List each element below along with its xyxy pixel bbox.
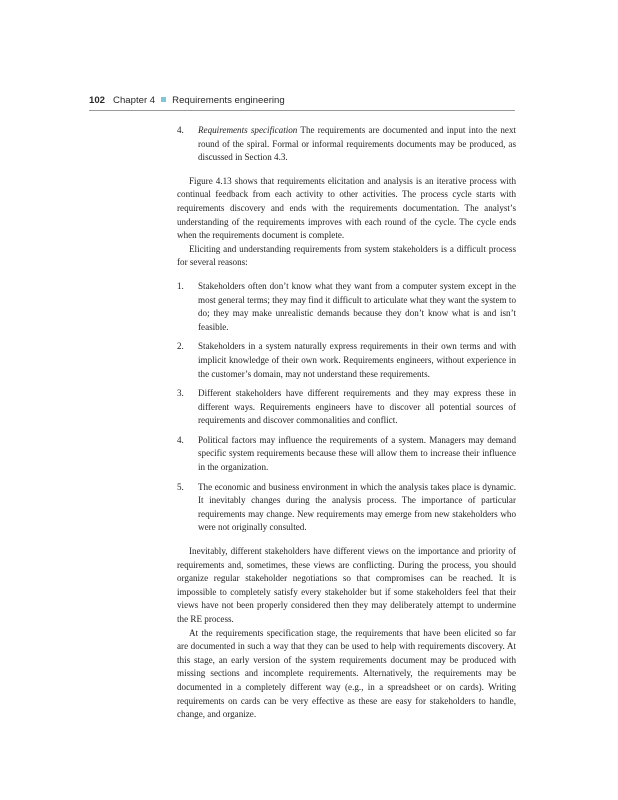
- paragraph: Figure 4.13 shows that requirements elicitation and analysis is an iterative process with continual feedback from each activity to other activities. The process cycle starts with requirements discovery and ends with the requirements documentation. The analyst’s understanding of the requirements improves with each round of the cycle. The cycle ends when the requirements document is complete.: [177, 175, 516, 241]
- paragraph: Inevitably, different stakeholders have different views on the importance and priority of requirements and, sometimes, these views are conflicting. During the process, you should organize regular stakeholder negotiations so that compromises can be reached. It is impossible to completely satisfy every stakeholder but if some stakeholders feel that their views have not been properly considered then they may deliberately attempt to undermine the RE process.: [177, 546, 516, 624]
- header-rule: [89, 110, 515, 111]
- item-term: Requirements specification: [198, 125, 298, 135]
- list-item: [177, 280, 516, 334]
- page-body: [177, 124, 516, 722]
- list-number: 2.: [177, 341, 184, 352]
- list-text: Political factors may influence the requirements of a system. Managers may demand specific system requirements because these will allow them to increase their influence in the organization.: [198, 434, 516, 473]
- square-bullet-icon: [161, 97, 166, 102]
- list-number: 4.: [177, 434, 184, 445]
- item-text: The requirements are documented and input into the next round of the spiral. Formal or informal requirements documents may be produced, as discussed in Section 4.3.: [198, 125, 517, 163]
- list-number: 5.: [177, 481, 184, 492]
- list-item: [177, 387, 516, 428]
- list-number: 3.: [177, 388, 184, 399]
- section-title: Requirements engineering: [172, 95, 285, 106]
- chapter-label: Chapter 4: [113, 95, 156, 106]
- paragraph: At the requirements specification stage, the requirements that have been elicited so far are documented in such a way that they can be used to help with requirements discovery. At this stage, an early version of the system requirements document may be produced with missing sections and incomplete requirements. Alternatively, the requirements may be documented in a completely different way (e.g., in a spreadsheet or on cards). Writing requirements on cards can be very effective as these are easy for stakeholders to handle, change, and organize.: [177, 627, 516, 720]
- list-text: Different stakeholders have different requirements and they may express these in different ways. Requirements engineers have to discover all potential sources of requirements and discover commonalities and conflict.: [198, 388, 516, 426]
- spec-list-item: [177, 124, 516, 165]
- page-number: 102: [89, 95, 106, 106]
- running-header: [89, 95, 515, 111]
- list-text: Stakeholders in a system naturally express requirements in their own terms and with implicit knowledge of their own work. Requirements engineers, without experience in the customer’s domain, may not understand these requirements.: [198, 341, 516, 379]
- reasons-list: [177, 280, 516, 535]
- list-item: [177, 340, 516, 381]
- paragraph: Eliciting and understanding requirements from system stakeholders is a difficult process for several reasons:: [177, 243, 516, 268]
- list-item: [177, 434, 516, 475]
- list-text: The economic and business environment in which the analysis takes place is dynamic. It inevitably changes during the analysis process. The importance of particular requirements may change. New requirements may emerge from new stakeholders who were not originally consulted.: [198, 481, 516, 533]
- list-text: Stakeholders often don’t know what they want from a computer system except in the most general terms; they may find it difficult to articulate what they want the system to do; they may make unrealistic demands because they don’t know what is and isn’t feasible.: [198, 280, 516, 332]
- list-number: 4.: [177, 125, 184, 135]
- list-item: [177, 481, 516, 535]
- list-number: 1.: [177, 280, 184, 291]
